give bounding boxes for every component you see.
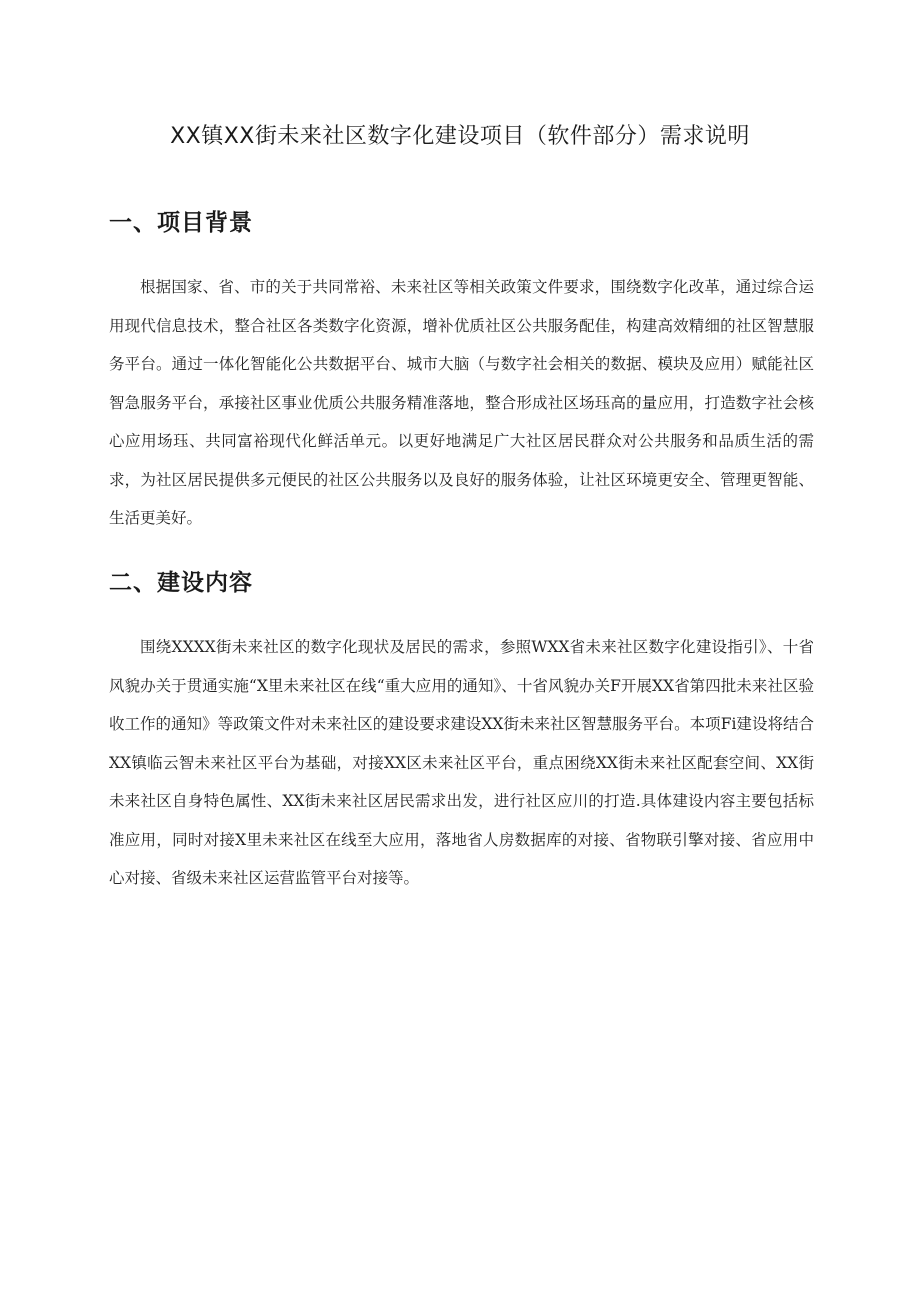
section-heading-construction-content: 二、建设内容 bbox=[109, 570, 253, 596]
paragraph-construction-content: 围绕XXXX街未来社区的数字化现状及居民的需求，参照WXX省未来社区数字化建设指引》、十省风貌办关于贯通实施“X里未来社区在线“重大应用的通知》、十省风貌办关F开展XX省第四批未来社区验收工作的通知》等政策文件对未来社区的建设要求建设XX街未来社区智慧服务平台。本项Fi建设将结合XX镇临云智未来社区平台为基础，对接XX区未来社区平台，重点困绕XX街未来社区配套空间、XX街未来社区自身特色属性、XX街未来社区居民需求出发，进行社区应川的打造.具体建设内容主要包括标准应用，同时对接X里未来社区在线至大应用，落地省人房数据库的对接、省物联引擎对接、省应用中心对接、省级未来社区运营监管平台对接等。 bbox=[109, 638, 814, 887]
document-title: XX镇XX街未来社区数字化建设项目（软件部分）需求说明 bbox=[170, 124, 750, 149]
section-heading-project-background: 一、项目背景 bbox=[109, 210, 253, 236]
paragraph-project-background: 根据国家、省、市的关于共同常裕、未来社区等相关政策文件要求，围绕数字化改革，通过综合运用现代信息技术，整合社区各类数字化资源，增补优质社区公共服务配佳，构建高效精细的社区智慧服务平台。通过一体化智能化公共数据平台、城市大脑（与数字社会相关的数据、模块及应用）赋能社区智急服务平台，承接社区事业优质公共服务精准落地，整合形成社区场珏高的量应用，打造数字社会核心应用场珏、共同富裕现代化鲜活单元。以更好地满足广大社区居民群众对公共服务和品质生活的需求，为社区居民提供多元便民的社区公共服务以及良好的服务体验，让社区环境更安全、管理更智能、生活更美好。 bbox=[109, 278, 814, 527]
